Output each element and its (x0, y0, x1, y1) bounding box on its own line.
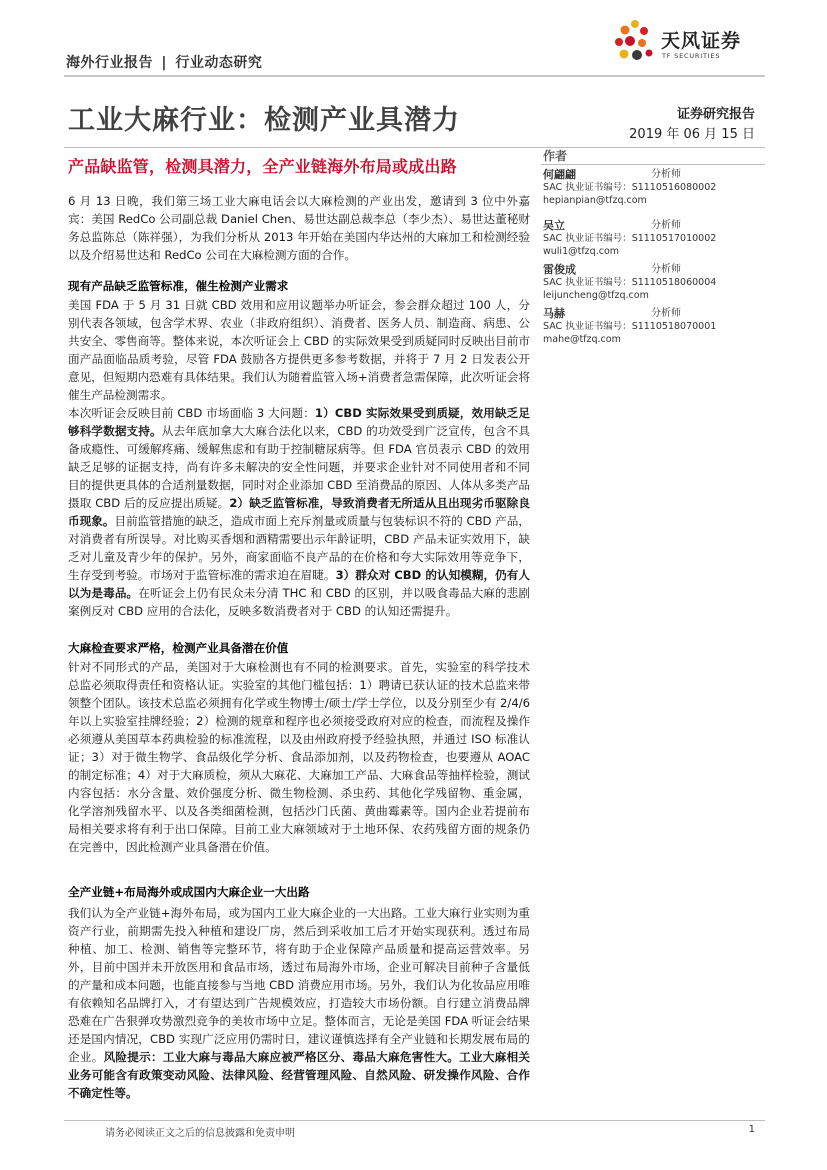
logo-company-name: 天风证券 (661, 30, 742, 52)
author-block (543, 263, 765, 302)
intro-paragraph: 6 月 13 日晚，我们第三场工业大麻电话会以大麻检测的产业出发，邀请到 3 位中外嘉宾：美国 RedCo 公司副总裁 Daniel Chen、易世达副总裁李总（李少杰）、易世达董秘财务总监陈总（陈祥强），为我们分析从 2013 年开始在美国内华达州的大麻加工和检测经验以及介绍易世达和 RedCo 公司在大麻检测方面的合作。 (68, 194, 530, 262)
author-cert: SAC 执业证书编号：S1110518060004 (543, 277, 717, 288)
author-email[interactable]: wuli1@tfzq.com (543, 246, 620, 257)
author-cert: SAC 执业证书编号：S1110518070001 (543, 321, 717, 332)
section-heading: 大麻检查要求严格，检测产业具备潜在价值 (68, 641, 289, 655)
page-number: 1 (748, 1124, 755, 1135)
text-span: 从去年底加拿大大麻合法化以来，CBD 的功效受到广泛宣传，包含不具备成瘾性、可缓解疼痛、缓解焦虑和有助于控制糖尿病等。但 FDA 官员表示 CBD 的效用缺乏足够的证据支持，尚有许多未解决的安全性问题，并要求企业针对不同使用者和不同目的提供更具体的合适剂量数据，同时对企业添加 CBD 至消费品的原因、人体从多类产品摄取 CBD 后的反应提出质疑。 (68, 424, 530, 510)
logo-dots-icon (613, 18, 659, 68)
section-1-paragraph-2 (68, 404, 530, 620)
text-span: 我们认为全产业链+海外布局，或为国内工业大麻企业的一大出路。工业大麻行业实则为重资产行业，前期需先投入种植和建设厂房，然后到采收加工后才开始实现获利。透过布局种植、加工、检测、销售等完整环节，将有助于企业保障产品质量和提高运营效率。另外，目前中国并未开放医用和食品市场，透过布局海外市场，企业可解决目前种子含量低的产量和成本问题，也能直接参与当地 CBD 消费应用市场。另外，我们认为化妆品应用唯有依赖知名品牌打入，才有望达到广告规模效应，打造较大市场份额。自行建立消费品牌恐难在广告狠弹攻势激烈竞争的美妆市场中立足。整体而言，无论是美国 FDA 听证会结果还是国内情况，CBD 实现广泛应用仍需时日，建议谨慎选择有全产业链和长期发展布局的企业。 (68, 906, 530, 1064)
author-email[interactable]: leijuncheng@tfzq.com (543, 290, 649, 301)
key-point: 3）群众对 CBD 的认知模糊，仍有人以为是毒品。 (68, 568, 530, 600)
report-date: 2019 年 06 月 15 日 (629, 127, 755, 142)
footer-divider (64, 1120, 765, 1121)
header-separator: | (161, 55, 167, 71)
author-name: 马赫 (543, 307, 565, 320)
report-subtitle: 产品缺监管，检测具潜力，全产业链海外布局或成出路 (68, 157, 457, 176)
author-name: 何翩翩 (543, 168, 576, 181)
section-2-paragraph: 针对不同形式的产品，美国对于大麻检测也有不同的检测要求。首先，实验室的科学技术总监必须取得责任和资格认证。实验室的其他门槛包括：1）聘请已获认证的技术总监来带领整个团队。该技术总监必须拥有化学或生物博士/硕士/学士学位，以及分别至少有 2/4/6 年以上实验室挂牌经验；2）检测的规章和程序也必须接受政府对应的检查，而流程及操作必须遵从美国草本药典检验的标准流程，以及由州政府授予经验执照，并通过 ISO 标准认证；3）对于微生物学、食品级化学分析、食品添加剂，以及药物检查，也要遵从 AOAC 的制定标准；4）对于大麻质检，须从大麻花、大麻加工产品、大麻食品等抽样检验，测试内容包括：水分含量、效价强度分析、微生物检测、杀虫药、其他化学残留物、重金属，化学溶剂残留水平、以及各类细菌检测，包括沙门氏菌、黄曲霉素等。国内企业若提前布局相关要求将有利于出口保障。目前工业大麻领域对于土地环保、农药残留方面的规条仍在完善中，因此检测产业具备潜在价值。 (68, 660, 530, 854)
risk-warning: 风险提示：工业大麻与毒品大麻应被严格区分、毒品大麻危害性大。工业大麻相关业务可能含有政策变动风险、法律风险、经营管理风险、自然风险、研发操作风险、合作不确定性等。 (68, 1050, 530, 1100)
author-block (543, 168, 765, 207)
section-1-paragraph-1: 美国 FDA 于 5 月 31 日就 CBD 效用和应用议题举办听证会，参会群众超过 100 人，分别代表各领域，包含学术界、农业（非政府组织）、消费者、医务人员、制造商、病患、公共安全、零售商等。整体来说，本次听证会上 CBD 的实际效果受到质疑同时反映出目前市面产品面临品质考验，尽管 FDA 鼓励各方提供更多参考数据，并将于 7 月 2 日发表公开意见，但短期内恐难有具体结果。我们认为随着监管入场+消费者急需保障，此次听证会将催生产品检测需求。 (68, 298, 530, 402)
section-3-paragraph (68, 904, 530, 1102)
report-subcategory-label: 行业动态研究 (175, 55, 263, 71)
key-point: 1）CBD 实际效果受到质疑，效用缺乏足够科学数据支持。 (68, 406, 530, 438)
author-email[interactable]: mahe@tfzq.com (543, 334, 621, 345)
author-role: 分析师 (651, 308, 681, 319)
author-cert: SAC 执业证书编号：S1110516080002 (543, 182, 717, 193)
section-heading: 现有产品缺乏监管标准，催生检测产业需求 (68, 279, 289, 293)
section-heading: 全产业链+布局海外或成国内大麻企业一大出路 (68, 885, 310, 899)
company-logo (613, 18, 763, 68)
author-email[interactable]: hepianpian@tfzq.com (543, 195, 647, 206)
logo-company-subtitle: TF SECURITIES (662, 52, 721, 60)
author-block (543, 219, 765, 258)
authors-heading: 作者 (543, 149, 568, 163)
author-role: 分析师 (651, 264, 681, 275)
report-category-label: 海外行业报告 (66, 55, 153, 71)
title-divider (64, 147, 765, 148)
text-span: 本次听证会反映目前 CBD 市场面临 3 大问题： (68, 406, 315, 420)
header-divider (64, 75, 765, 77)
author-name: 吴立 (543, 219, 565, 232)
report-category (66, 52, 262, 72)
text-span: 目前监管措施的缺乏，造成市面上充斥剂量或质量与包装标识不符的 CBD 产品，对消费者有所误导。对比购买香烟和酒精需要出示年龄证明，CBD 产品未证实效用下，缺乏对儿童及青少年的保护。另外，商家面临不良产品的在价格和夸大实际效用等竞争下，生存受到考验。市场对于监管标准的需求迫在眉睫。 (68, 514, 530, 582)
text-span: 在听证会上仍有民众未分清 THC 和 CBD 的区别，并以吸食毒品大麻的悲剧案例反对 CBD 应用的合法化，反映多数消费者对于 CBD 的认知还需提升。 (68, 586, 530, 618)
author-role: 分析师 (651, 220, 681, 231)
page-title: 工业大麻行业：检测产业具潜力 (68, 105, 460, 136)
footer-disclaimer: 请务必阅读正文之后的信息披露和免责申明 (105, 1128, 295, 1139)
author-role: 分析师 (651, 169, 681, 180)
author-cert: SAC 执业证书编号：S1110517010002 (543, 233, 717, 244)
author-name: 雷俊成 (543, 263, 576, 276)
key-point: 2）缺乏监管标准，导致消费者无所适从且出现劣币驱除良币现象。 (68, 496, 530, 528)
author-block (543, 307, 765, 346)
report-type: 证券研究报告 (676, 107, 755, 122)
authors-divider (541, 164, 765, 165)
